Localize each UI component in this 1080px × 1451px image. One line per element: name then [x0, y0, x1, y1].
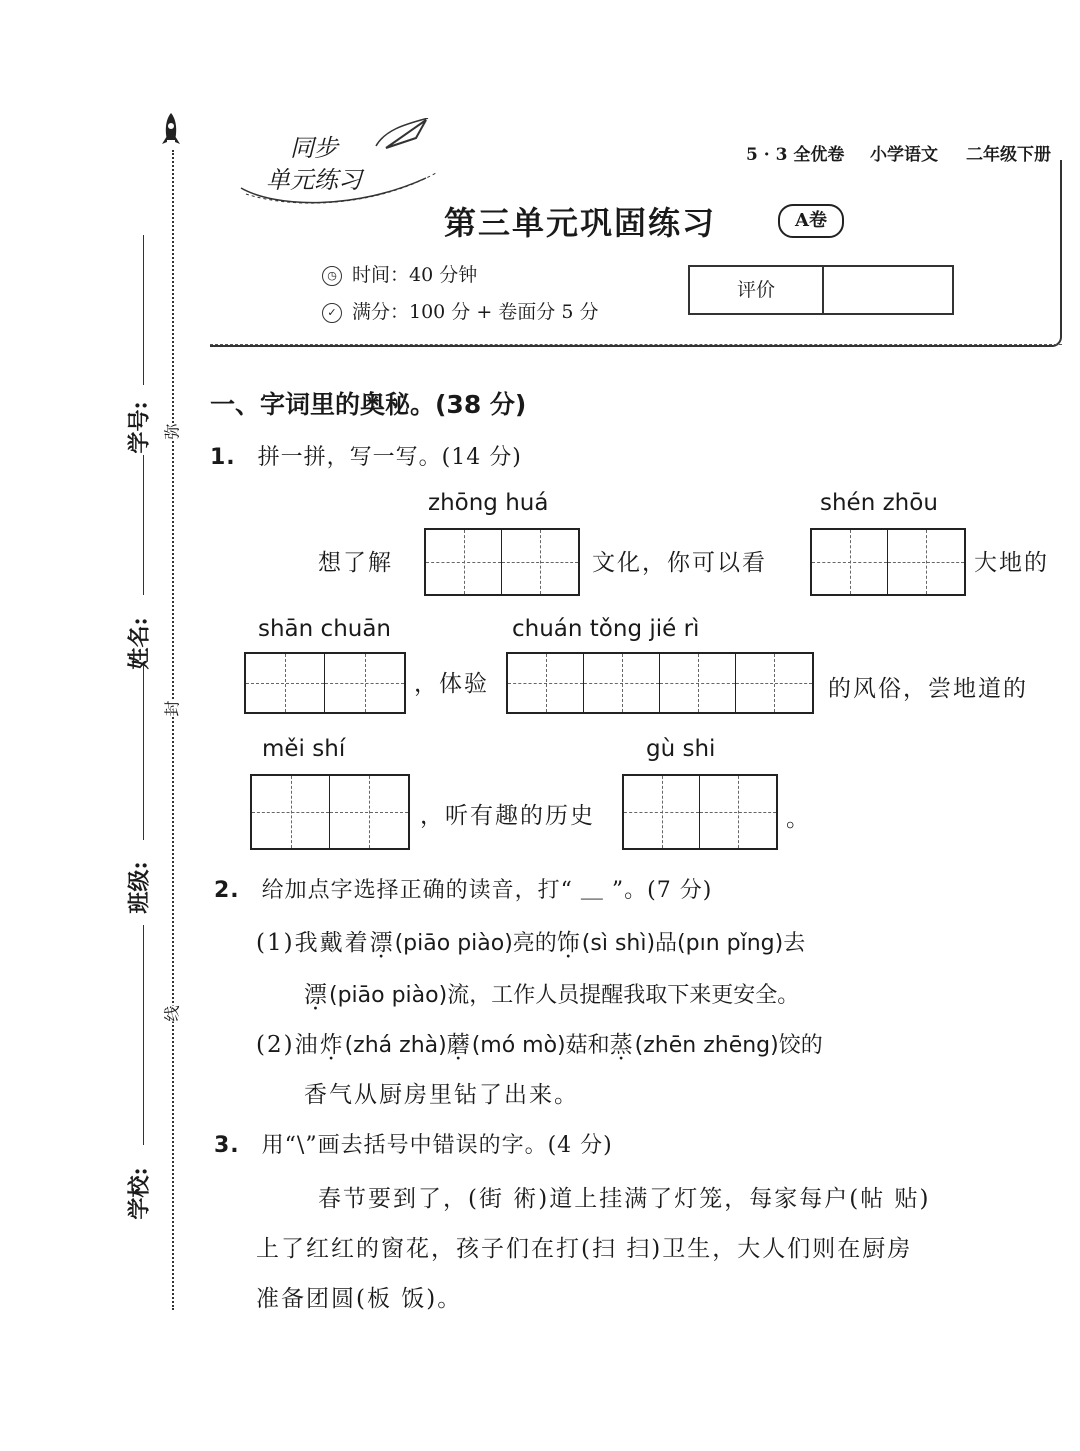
- answer-grid-shenzhou[interactable]: [810, 528, 966, 596]
- question-3: [214, 1128, 613, 1159]
- header-divider: [210, 344, 1062, 345]
- class-label: 班级:: [126, 861, 153, 914]
- pinyin-meishi: měi shí: [262, 736, 346, 762]
- name-rule: [143, 455, 144, 595]
- q2-l1-options-b[interactable]: (sì shì)品(pın pǐng)去: [581, 931, 806, 956]
- q2-l3-a: (2)油: [256, 1032, 320, 1058]
- question-1: [210, 440, 522, 471]
- rocket-icon: [160, 112, 182, 152]
- q2-l1-a: (1)我戴着: [256, 930, 370, 956]
- q2-number: 2.: [214, 878, 240, 903]
- page-title: 第三单元巩固练习: [444, 204, 717, 242]
- answer-grid-chuantong-jieri[interactable]: [506, 652, 814, 714]
- name-label: 姓名:: [126, 617, 153, 670]
- student-id-rule: [143, 235, 144, 385]
- time-limit-text: 时间：40 分钟: [352, 264, 478, 286]
- stamp-text-2: 单元练习: [266, 166, 362, 194]
- school-label: 学校:: [126, 1167, 153, 1220]
- q1-number: 1.: [210, 445, 236, 470]
- dotted-char-piao: 漂: [369, 930, 395, 956]
- answer-grid-zhonghua[interactable]: [424, 528, 580, 596]
- section-title: 一、字词里的奥秘。(38 分): [210, 390, 527, 419]
- pinyin-gushi: gù shi: [646, 736, 716, 762]
- q1-prompt: 拼一拼，写一写。(14 分): [257, 445, 522, 470]
- pinyin-shanchuan: shān chuān: [258, 616, 392, 642]
- q1-text-a: 想了解: [318, 550, 393, 576]
- class-rule: [143, 665, 144, 840]
- question-2: [214, 873, 712, 904]
- q2-line-3: [256, 1026, 823, 1059]
- seal-char-2: 封: [158, 700, 185, 716]
- evaluation-label: 评价: [690, 267, 824, 313]
- q2-l3-options-c[interactable]: (zhēn zhēng)饺的: [634, 1033, 823, 1058]
- q1-text-d: ，体验: [414, 671, 489, 697]
- seal-char-1: 弥: [158, 423, 185, 439]
- q2-l3-options-a[interactable]: (zhá zhà): [344, 1033, 447, 1058]
- q3-line-3[interactable]: 准备团圆(板 饭)。: [256, 1286, 463, 1312]
- evaluation-box: [688, 265, 954, 315]
- subject-name: 小学语文: [870, 145, 938, 165]
- q3-line-2[interactable]: 上了红红的窗花，孩子们在打(扫 扫)卫生，大人们则在厨房: [256, 1236, 913, 1262]
- binding-dotted-line: [172, 150, 174, 1310]
- q1-text-b: 文化，你可以看: [592, 550, 767, 576]
- evaluation-field[interactable]: [824, 267, 952, 313]
- score-icon: ✓: [322, 303, 342, 323]
- time-limit: [322, 260, 477, 287]
- series-name: 5 · 3 全优卷: [746, 145, 845, 165]
- dotted-char-shi: 饰: [556, 930, 582, 956]
- dotted-char-mo: 蘑: [446, 1032, 472, 1058]
- stamp-text-1: 同步: [290, 134, 338, 162]
- pinyin-chuantong-jieri: chuán tǒng jié rì: [512, 616, 700, 642]
- full-score: [322, 297, 598, 324]
- q1-text-g: 。: [786, 806, 811, 832]
- answer-grid-gushi[interactable]: [622, 774, 778, 850]
- q2-l1-options-a[interactable]: (piāo piào)亮的: [394, 931, 557, 956]
- grade-name: 二年级下册: [966, 145, 1051, 165]
- q2-prompt: 给加点字选择正确的读音，打“ ＿ ”。(7 分): [261, 878, 713, 903]
- dotted-char-piao-2: 漂: [304, 982, 329, 1008]
- q3-prompt: 用“\”画去括号中错误的字。(4 分): [261, 1133, 613, 1158]
- seal-char-3: 线: [158, 1005, 185, 1021]
- answer-grid-shanchuan[interactable]: [244, 652, 406, 714]
- dotted-char-zheng: 蒸: [609, 1032, 635, 1058]
- q2-line-4: 香气从厨房里钻了出来。: [304, 1082, 579, 1108]
- q2-line-2: [304, 976, 799, 1009]
- pinyin-shenzhou: shén zhōu: [820, 490, 938, 516]
- q2-l3-options-b[interactable]: (mó mò)菇和: [471, 1033, 610, 1058]
- dotted-char-zha: 炸: [319, 1032, 345, 1058]
- q3-number: 3.: [214, 1133, 240, 1158]
- student-id-label: 学号:: [126, 401, 153, 454]
- q3-line-1[interactable]: 春节要到了，(街 術)道上挂满了灯笼，每家每户(帖 贴): [318, 1186, 931, 1212]
- paper-version-badge: A卷: [778, 204, 844, 238]
- pinyin-zhonghua: zhōng huá: [428, 490, 549, 516]
- q2-l2-options[interactable]: (piāo piào)流，工作人员提醒我取下来更安全。: [329, 983, 800, 1008]
- clock-icon: ◷: [322, 266, 342, 286]
- answer-grid-meishi[interactable]: [250, 774, 410, 850]
- q1-text-f: ，听有趣的历史: [420, 803, 595, 829]
- q2-line-1: [256, 924, 805, 957]
- school-rule: [143, 925, 144, 1145]
- q1-text-e: 的风俗，尝地道的: [828, 676, 1028, 702]
- full-score-text: 满分：100 分 + 卷面分 5 分: [352, 301, 599, 323]
- q1-text-c: 大地的: [974, 550, 1049, 576]
